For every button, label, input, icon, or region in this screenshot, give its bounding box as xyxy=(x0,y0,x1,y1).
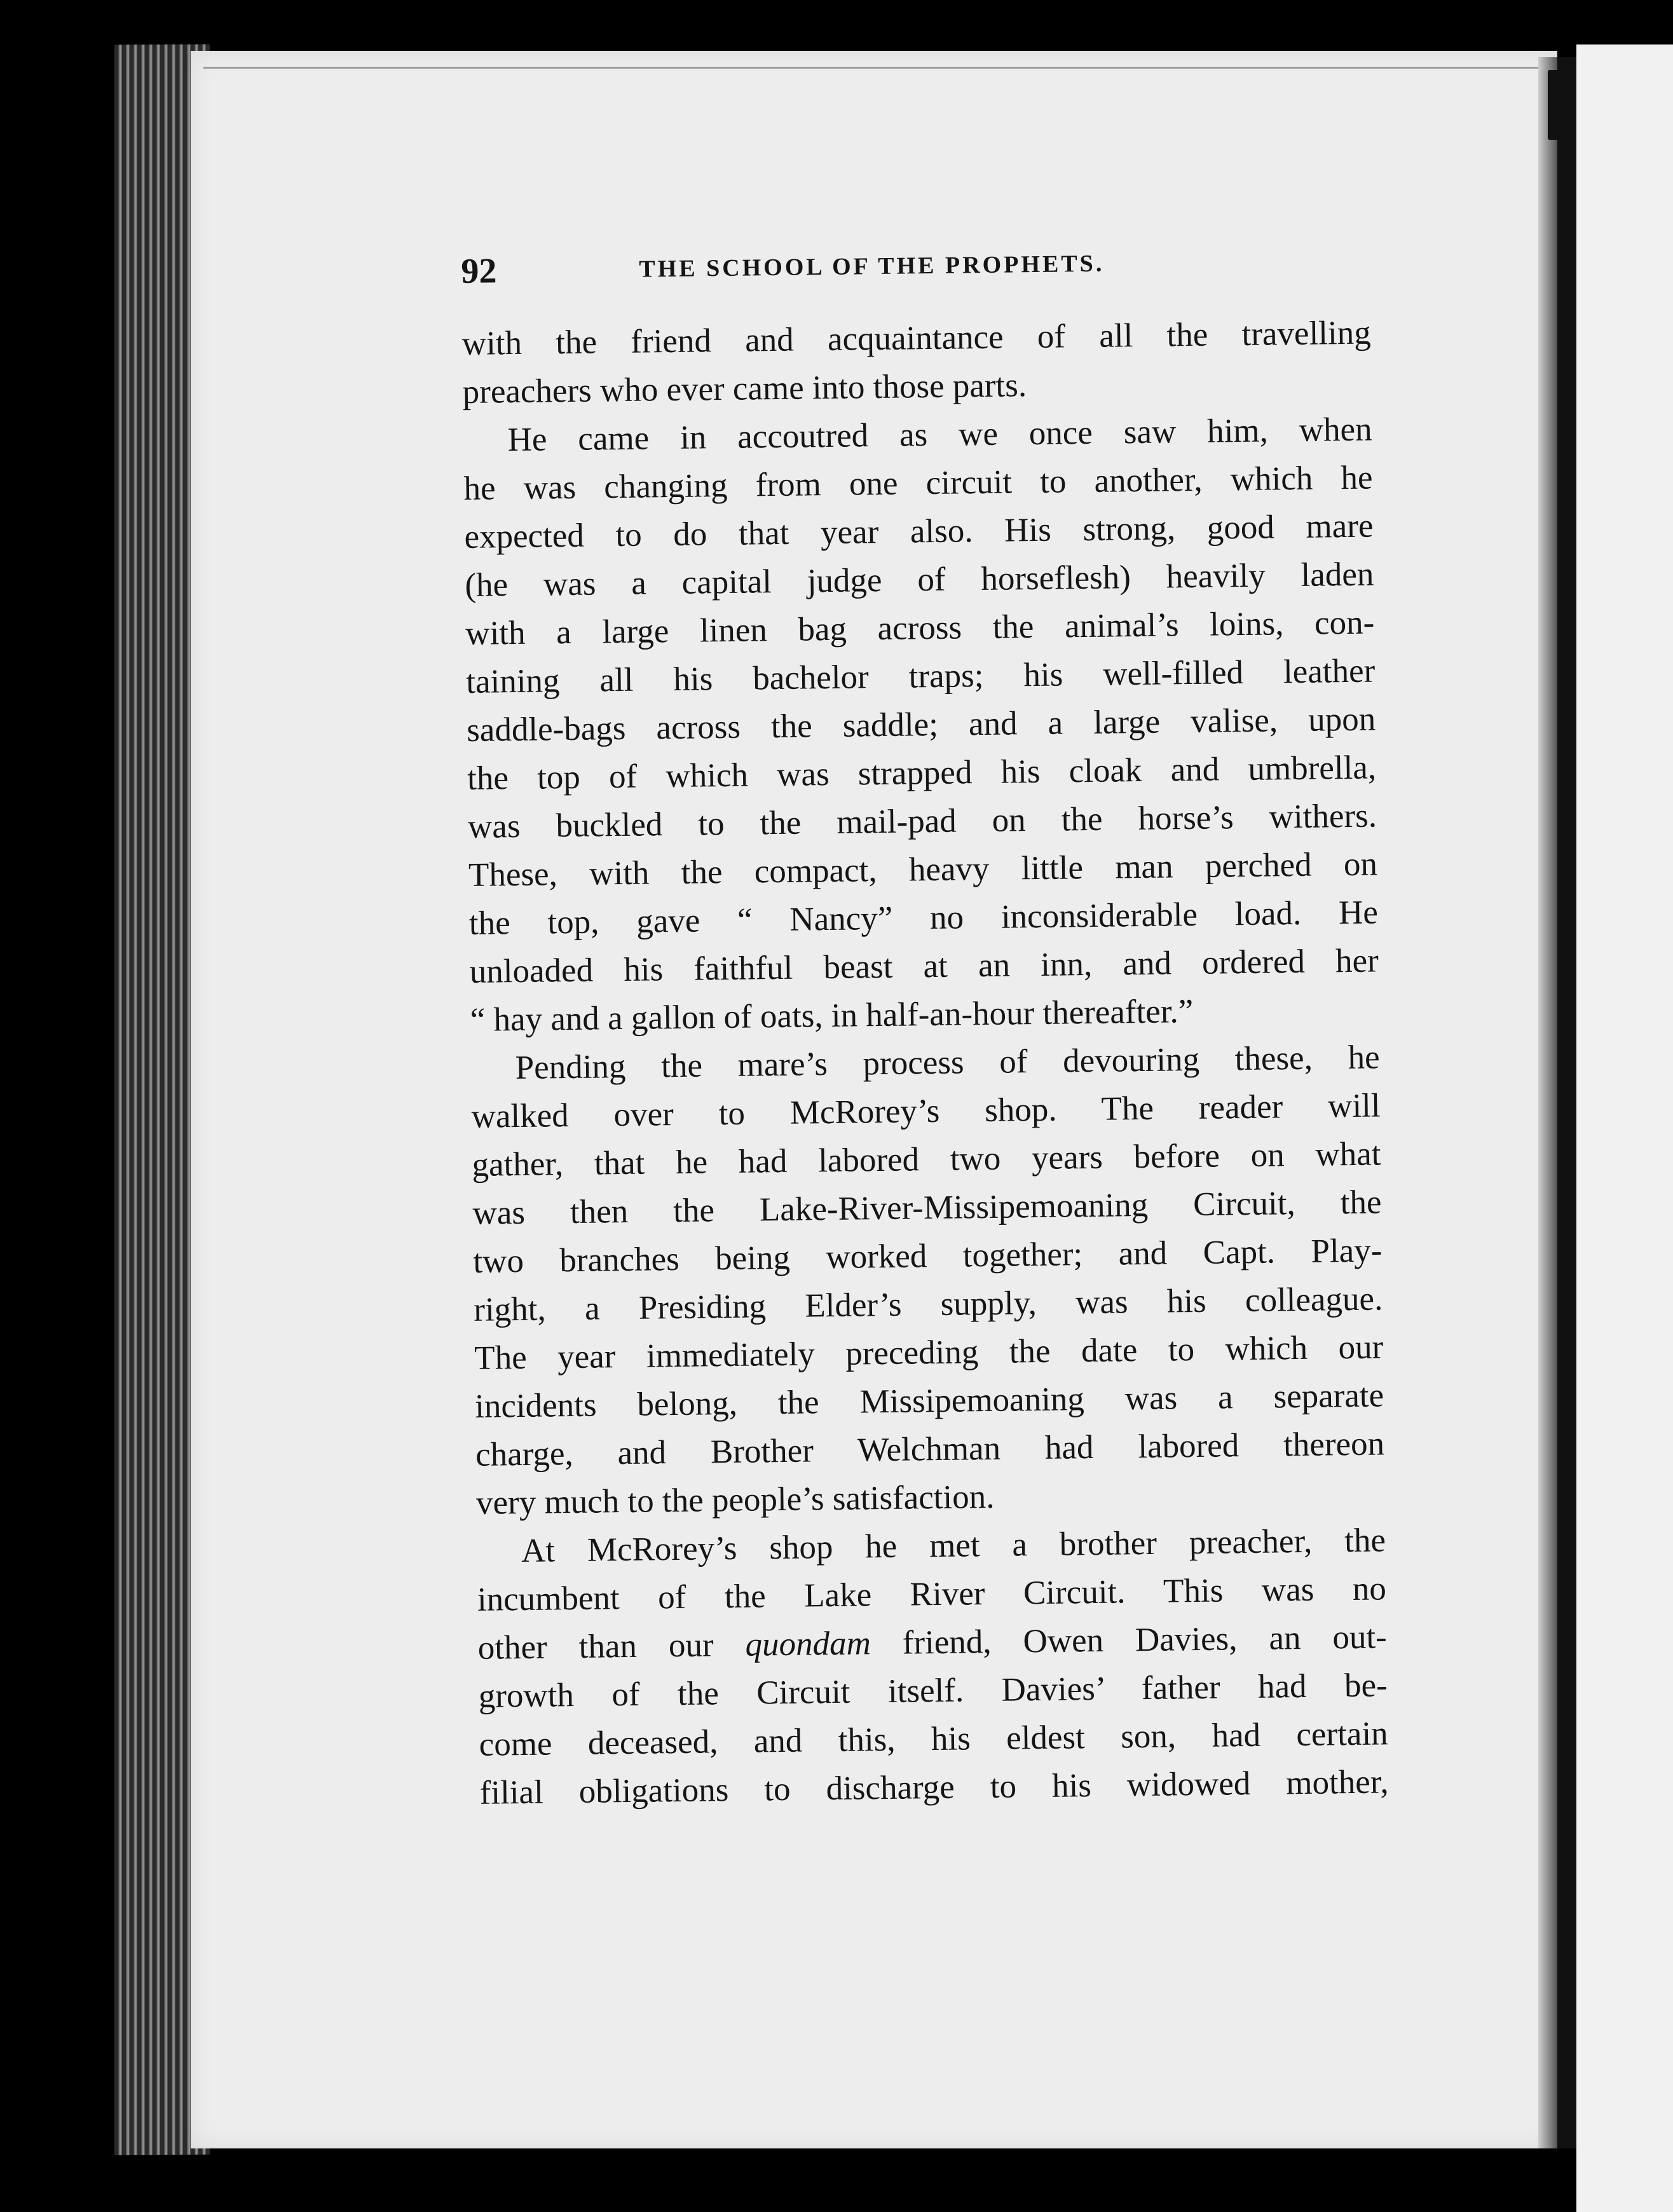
text-line: saddle-bags across the saddle; and a large valise, upon xyxy=(466,700,1376,749)
text-line: very much to the people’s satisfaction. xyxy=(475,1478,995,1522)
text-line: taining all his bachelor traps; his well-filled leather xyxy=(465,652,1376,700)
page-header xyxy=(461,240,1370,302)
text-line: the top of which was strapped his cloak and umbrella, xyxy=(467,749,1377,797)
page-clip xyxy=(1548,70,1558,140)
text-line: These, with the compact, heavy little man perched on xyxy=(468,845,1378,894)
text-line: he was changing from one circuit to another, which he xyxy=(463,459,1373,507)
text-line: expected to do that year also. His strong, good mare xyxy=(464,507,1374,556)
text-block xyxy=(461,240,1389,1817)
text-line: charge, and Brother Welchman had labored thereon xyxy=(475,1425,1385,1473)
text-line: right, a Presiding Elder’s supply, was his colleague. xyxy=(473,1280,1383,1328)
text-line: the top, gave “ Nancy” no inconsiderable load. He xyxy=(468,894,1379,942)
text-line: with the friend and acquaintance of all the travelling xyxy=(461,314,1372,362)
page-top-edge xyxy=(203,67,1551,69)
body-text xyxy=(461,309,1389,1817)
spine-shadow xyxy=(1538,57,1557,2148)
text-line: gather, that he had labored two years before on what xyxy=(472,1135,1381,1184)
text-line: filial obligations to discharge to his widowed mother, xyxy=(479,1763,1389,1812)
text-line: Pending the mare’s process of devouring these, he xyxy=(515,1039,1380,1087)
text-line: walked over to McRorey’s shop. The reader will xyxy=(471,1087,1381,1135)
text-line: incidents belong, the Missipemoaning was a separate xyxy=(474,1377,1384,1425)
text-line: At McRorey’s shop he met a brother preacher, the xyxy=(521,1522,1386,1569)
text-line: incumbent of the Lake River Circuit. This was no xyxy=(477,1570,1387,1618)
text-line: The year immediately preceding the date to which our xyxy=(474,1328,1384,1377)
text-fragment: friend, Owen Davies, an out- xyxy=(870,1618,1388,1662)
text-line: with a large linen bag across the animal’s loins, con- xyxy=(465,604,1375,652)
text-line: come deceased, and this, his eldest son, had certain xyxy=(479,1715,1388,1763)
text-line: growth of the Circuit itself. Davies’ father had be- xyxy=(478,1667,1388,1715)
facing-page xyxy=(1576,44,1673,2212)
text-line: preachers who ever came into those parts. xyxy=(462,367,1027,411)
text-line: was then the Lake-River-Missipemoaning Circuit, the xyxy=(472,1184,1382,1232)
text-line: two branches being worked together; and Capt. Play- xyxy=(473,1232,1383,1280)
text-line: (he was a capital judge of horseflesh) heavily laden xyxy=(465,556,1374,604)
running-title: THE SCHOOL OF THE PROPHETS. xyxy=(639,250,1105,283)
text-line: He came in accoutred as we once saw him, when xyxy=(507,411,1372,459)
gutter xyxy=(1557,57,1576,2148)
text-line: “ hay and a gallon of oats, in half-an-hour thereafter.” xyxy=(470,993,1194,1039)
text-line: was buckled to the mail-pad on the horse’s withers. xyxy=(467,797,1377,845)
page-number: 92 xyxy=(461,251,497,291)
italic-word: quondam xyxy=(745,1625,871,1663)
text-line: unloaded his faithful beast at an inn, and ordered her xyxy=(469,942,1379,990)
text-fragment: other than our xyxy=(477,1626,746,1667)
